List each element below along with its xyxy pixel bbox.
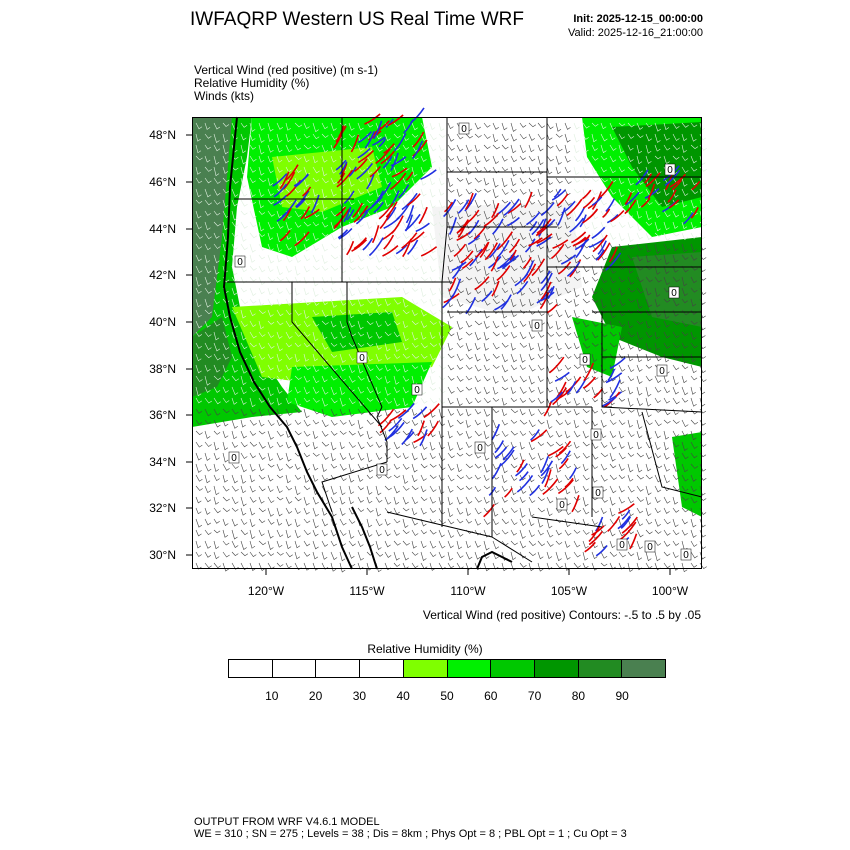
lat-label: 42°N bbox=[149, 268, 176, 282]
colorbar-title: Relative Humidity (%) bbox=[367, 642, 483, 656]
svg-text:0: 0 bbox=[659, 366, 665, 377]
contour-label bbox=[412, 384, 422, 396]
field-relative-humidity: Relative Humidity (%) bbox=[194, 76, 310, 90]
plot-title: IWFAQRP Western US Real Time WRF bbox=[190, 9, 524, 30]
contour-label bbox=[532, 320, 542, 332]
colorbar-swatch bbox=[273, 660, 317, 677]
lon-label: 110°W bbox=[450, 584, 486, 598]
contour-label bbox=[593, 487, 603, 499]
colorbar-label: 90 bbox=[615, 689, 629, 703]
lon-label: 100°W bbox=[651, 584, 689, 598]
colorbar-label: 50 bbox=[440, 689, 454, 703]
lat-label: 30°N bbox=[149, 548, 176, 562]
colorbar-labels bbox=[228, 689, 666, 703]
svg-text:0: 0 bbox=[593, 430, 599, 441]
lat-label: 34°N bbox=[149, 455, 176, 469]
lon-label: 115°W bbox=[349, 584, 385, 598]
contour-label bbox=[475, 442, 485, 454]
contour-label bbox=[645, 541, 655, 553]
lat-label: 48°N bbox=[149, 128, 176, 142]
colorbar-swatch bbox=[316, 660, 360, 677]
contour-label bbox=[229, 452, 239, 464]
lon-label: 105°W bbox=[550, 584, 588, 598]
contour-label bbox=[357, 352, 367, 364]
model-config: WE = 310 ; SN = 275 ; Levels = 38 ; Dis = 8km ; Phys Opt = 8 ; PBL Opt = 1 ; Cu Opt = 3 bbox=[194, 828, 627, 840]
svg-text:0: 0 bbox=[582, 355, 588, 366]
contour-label bbox=[681, 549, 691, 561]
lon-label: 120°W bbox=[247, 584, 285, 598]
colorbar-label: 80 bbox=[571, 689, 586, 703]
svg-text:0: 0 bbox=[647, 542, 653, 553]
init-time: Init: 2025-12-15_00:00:00 bbox=[573, 13, 703, 25]
field-descriptions bbox=[194, 64, 378, 103]
colorbar-swatch bbox=[579, 660, 623, 677]
contour-label bbox=[580, 354, 590, 366]
lat-label: 44°N bbox=[149, 222, 176, 236]
svg-text:0: 0 bbox=[559, 500, 565, 511]
colorbar-swatch bbox=[360, 660, 404, 677]
contour-label bbox=[459, 123, 469, 135]
svg-text:0: 0 bbox=[414, 385, 420, 396]
colorbar-swatch bbox=[491, 660, 535, 677]
rh-colorbar bbox=[228, 659, 666, 678]
lat-label: 38°N bbox=[149, 362, 176, 376]
contour-label bbox=[617, 539, 627, 551]
colorbar-swatch bbox=[535, 660, 579, 677]
valid-time: Valid: 2025-12-16_21:00:00 bbox=[568, 27, 703, 39]
contour-info: Vertical Wind (red positive) Contours: -.5 to .5 by .05 bbox=[422, 608, 701, 622]
contour-label bbox=[665, 164, 675, 176]
svg-text:0: 0 bbox=[683, 550, 689, 561]
map-canvas bbox=[192, 117, 702, 569]
field-winds: Winds (kts) bbox=[194, 89, 254, 103]
contour-label bbox=[235, 256, 245, 268]
svg-text:0: 0 bbox=[619, 540, 625, 551]
svg-text:0: 0 bbox=[461, 124, 467, 135]
svg-text:0: 0 bbox=[359, 353, 365, 364]
wrf-map bbox=[192, 117, 702, 569]
lat-label: 40°N bbox=[149, 315, 176, 329]
colorbar-label: 30 bbox=[352, 689, 367, 703]
colorbar-label: 70 bbox=[527, 689, 542, 703]
svg-text:0: 0 bbox=[379, 465, 385, 476]
colorbar-swatch bbox=[404, 660, 448, 677]
colorbar-label: 20 bbox=[308, 689, 323, 703]
lat-label: 46°N bbox=[149, 175, 176, 189]
model-info: OUTPUT FROM WRF V4.6.1 MODEL bbox=[194, 816, 380, 828]
colorbar-label: 40 bbox=[396, 689, 410, 703]
colorbar-label: 60 bbox=[484, 689, 498, 703]
svg-text:0: 0 bbox=[534, 321, 540, 332]
lat-label: 36°N bbox=[149, 408, 176, 422]
contour-label bbox=[657, 365, 667, 377]
contour-label bbox=[377, 464, 387, 476]
svg-text:0: 0 bbox=[667, 165, 673, 176]
colorbar-swatch bbox=[622, 660, 665, 677]
svg-text:0: 0 bbox=[477, 443, 483, 454]
contour-label bbox=[669, 287, 679, 299]
svg-text:0: 0 bbox=[595, 488, 601, 499]
field-vertical-wind: Vertical Wind (red positive) (m s-1) bbox=[194, 63, 379, 77]
svg-text:0: 0 bbox=[231, 453, 237, 464]
svg-text:0: 0 bbox=[671, 288, 677, 299]
svg-text:0: 0 bbox=[237, 257, 243, 268]
colorbar-swatch bbox=[448, 660, 492, 677]
contour-label bbox=[557, 499, 567, 511]
lat-label: 32°N bbox=[149, 501, 176, 515]
contour-label bbox=[591, 429, 601, 441]
colorbar-label: 10 bbox=[265, 689, 279, 703]
colorbar-swatch bbox=[229, 660, 273, 677]
